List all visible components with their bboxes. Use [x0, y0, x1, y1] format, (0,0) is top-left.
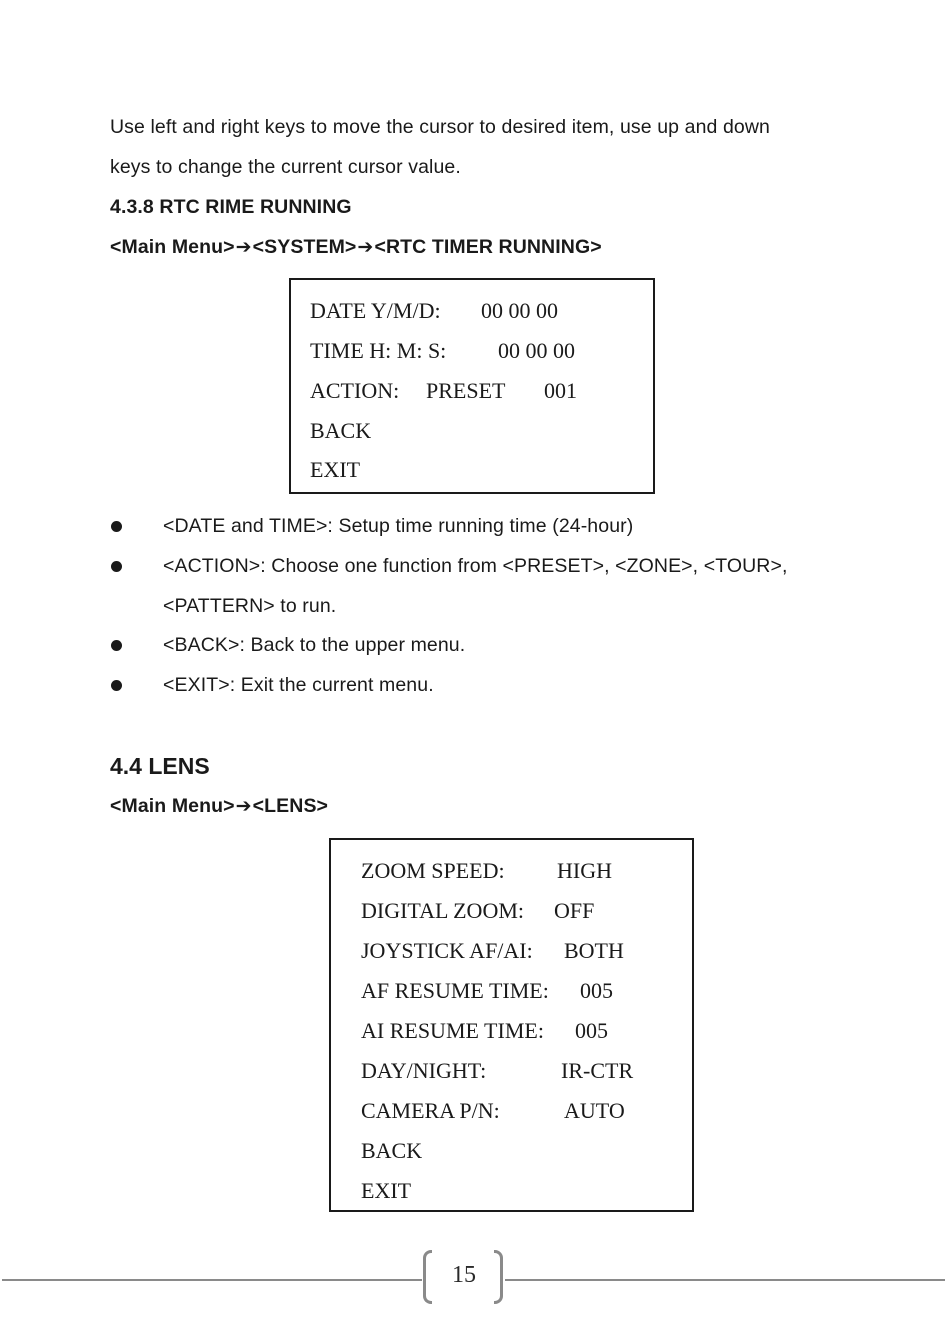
- arrow-right-icon: ➔: [235, 795, 252, 817]
- menu-row-ai-resume: [331, 1018, 692, 1044]
- bullet-action-line-2: <PATTERN> to run.: [163, 595, 337, 617]
- menu-row-zoom-speed: [331, 858, 692, 884]
- right-bracket-icon: [494, 1250, 503, 1304]
- path-main-menu: <Main Menu>: [110, 795, 235, 817]
- lens-section-heading: 4.4 LENS: [110, 753, 210, 779]
- menu-label: BACK: [361, 1138, 423, 1163]
- menu-label: ZOOM SPEED:: [361, 858, 505, 883]
- menu-value: IR-CTR: [561, 1058, 634, 1083]
- path-main-menu: <Main Menu>: [110, 236, 235, 258]
- intro-line-1: Use left and right keys to move the cursor to desired item, use up and down: [110, 116, 771, 138]
- menu-label: CAMERA P/N:: [361, 1098, 500, 1123]
- bullet-action-line-1: <ACTION>: Choose one function from <PRESET>, <ZONE>, <TOUR>,: [163, 555, 788, 577]
- bullet-back: <BACK>: Back to the upper menu.: [163, 634, 466, 656]
- bullet-icon: [111, 680, 122, 691]
- rtc-section-heading: 4.3.8 RTC RIME RUNNING: [110, 196, 352, 218]
- bullet-icon: [111, 640, 122, 651]
- menu-row-digital-zoom: [331, 898, 692, 924]
- menu-label: DAY/NIGHT:: [361, 1058, 487, 1083]
- menu-label: DIGITAL ZOOM:: [361, 898, 525, 923]
- menu-label: AF RESUME TIME:: [361, 978, 549, 1003]
- path-lens: <LENS>: [252, 795, 329, 817]
- menu-value-extra: 001: [544, 378, 577, 403]
- lens-menu-path: [110, 795, 328, 818]
- menu-row-action: [291, 378, 653, 404]
- footer-rule-left: [2, 1279, 422, 1281]
- page-number: 15: [452, 1262, 476, 1288]
- menu-row-day-night: [331, 1058, 692, 1084]
- menu-row-af-resume: [331, 978, 692, 1004]
- menu-value: BOTH: [564, 938, 624, 963]
- footer-rule-right: [505, 1279, 945, 1281]
- menu-label: EXIT: [361, 1178, 412, 1203]
- path-system: <SYSTEM>: [252, 236, 357, 258]
- menu-value: OFF: [554, 898, 595, 923]
- menu-row-back: [291, 418, 653, 444]
- menu-row-date: [291, 298, 653, 324]
- menu-value: 005: [580, 978, 613, 1003]
- left-bracket-icon: [423, 1250, 432, 1304]
- menu-value: 005: [575, 1018, 608, 1043]
- menu-label: JOYSTICK AF/AI:: [361, 938, 533, 963]
- menu-row-camera-pn: [331, 1098, 692, 1124]
- menu-label: TIME H: M: S:: [310, 338, 447, 363]
- bullet-icon: [111, 561, 122, 572]
- menu-label: AI RESUME TIME:: [361, 1018, 544, 1043]
- menu-row-time: [291, 338, 653, 364]
- menu-label: EXIT: [310, 457, 361, 482]
- menu-row-exit: [291, 457, 653, 483]
- menu-label: ACTION:: [310, 378, 400, 403]
- arrow-right-icon: ➔: [357, 236, 374, 258]
- arrow-right-icon: ➔: [235, 236, 252, 258]
- menu-row-exit: [331, 1178, 692, 1204]
- rtc-timer-menu-box: [289, 278, 655, 494]
- menu-value: 00 00 00: [481, 298, 558, 323]
- menu-value: 00 00 00: [498, 338, 575, 363]
- intro-line-2: keys to change the current cursor value.: [110, 156, 461, 178]
- bullet-exit: <EXIT>: Exit the current menu.: [163, 674, 434, 696]
- menu-label: BACK: [310, 418, 372, 443]
- lens-menu-box: [329, 838, 694, 1212]
- menu-value: HIGH: [557, 858, 612, 883]
- menu-value: AUTO: [564, 1098, 625, 1123]
- menu-label: DATE Y/M/D:: [310, 298, 441, 323]
- menu-row-back: [331, 1138, 692, 1164]
- rtc-menu-path: [110, 236, 602, 259]
- menu-value: PRESET: [426, 378, 506, 403]
- menu-row-joystick: [331, 938, 692, 964]
- bullet-date-time: <DATE and TIME>: Setup time running time (24-hour): [163, 515, 634, 537]
- bullet-icon: [111, 521, 122, 532]
- path-rtc-timer-running: <RTC TIMER RUNNING>: [374, 236, 602, 258]
